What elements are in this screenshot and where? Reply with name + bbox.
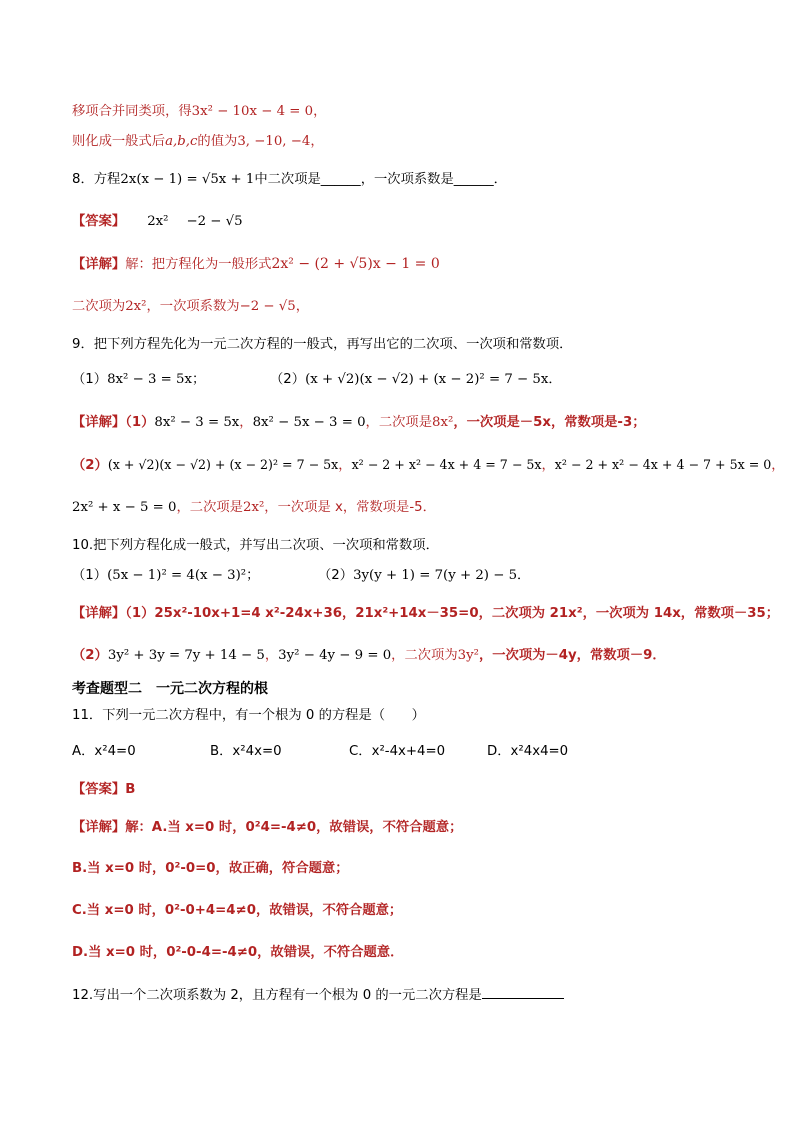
- question-8-answer: 【答案】 2x² −2 − √5: [72, 214, 243, 229]
- question-11-detail-d: D.当 x=0 时，0²-0-4=-4≠0，故错误，不符合题意．: [72, 945, 404, 960]
- solution-line-combine: 移项合并同类项，得3x² − 10x − 4 = 0，: [72, 104, 327, 119]
- question-11-answer: 【答案】B: [72, 782, 136, 797]
- solution-line-general-form: 则化成一般式后a,b,c的值为3, −10, −4，: [72, 134, 324, 149]
- question-9-parts: （1）8x² − 3 = 5x； （2）(x + √2)(x − √2) + (x − 2)² = 7 − 5x．: [72, 370, 754, 390]
- question-8-detail: 【详解】解：把方程化为一般形式2x² − (2 + √5)x − 1 = 0: [72, 256, 440, 272]
- question-9-detail-2: （2）(x + √2)(x − √2) + (x − 2)² = 7 − 5x，x² − 2 + x² − 4x + 4 = 7 − 5x，x² − 2 + x² − 4x + 4 − 7 + 5x = 0，: [72, 457, 785, 473]
- choice-d[interactable]: D．x²4x4=0: [487, 744, 569, 759]
- question-11-stem: 11．下列一元二次方程中，有一个根为 0 的方程是（ ）: [72, 708, 425, 723]
- answer-blank[interactable]: [482, 984, 564, 999]
- question-10-parts: （1）(5x − 1)² = 4(x − 3)²； （2）3y(y + 1) = 7(y + 2) − 5．: [72, 566, 754, 586]
- section-title: 考查题型二 一元二次方程的根: [72, 681, 268, 697]
- choice-a[interactable]: A．x²4=0: [72, 744, 136, 759]
- choice-c[interactable]: C．x²-4x+4=0: [349, 744, 446, 759]
- question-9-part-2: （2）(x + √2)(x − √2) + (x − 2)² = 7 − 5x．: [270, 372, 562, 387]
- question-9-detail-1: 【详解】（1）8x² − 3 = 5x，8x² − 5x − 3 = 0，二次项是8x²，一次项是－5x，常数项是-3；: [72, 415, 646, 430]
- question-9-detail-3: 2x² + x − 5 = 0，二次项是2x²，一次项是 x，常数项是-5．: [72, 500, 436, 515]
- question-9-stem: 9．把下列方程先化为一元二次方程的一般式，再写出它的二次项、一次项和常数项．: [72, 337, 573, 352]
- question-10-part-2: （2）3y(y + 1) = 7(y + 2) − 5．: [318, 568, 531, 583]
- question-10-stem: 10.把下列方程化成一般式，并写出二次项、一次项和常数项．: [72, 538, 439, 553]
- question-10-detail-2: （2）3y² + 3y = 7y + 14 − 5，3y² − 4y − 9 = 0，二次项为3y²，一次项为－4y，常数项－9．: [72, 648, 666, 663]
- question-12-stem: 12.写出一个二次项系数为 2，且方程有一个根为 0 的一元二次方程是: [72, 984, 754, 1006]
- question-11-detail-c: C.当 x=0 时，0²-0+4=4≠0，故错误，不符合题意；: [72, 903, 403, 918]
- choice-b[interactable]: B．x²4x=0: [210, 744, 282, 759]
- question-11-detail-a: 【详解】解：A.当 x=0 时，0²4=-4≠0，故错误，不符合题意；: [72, 820, 463, 835]
- question-11-detail-b: B.当 x=0 时，0²-0=0，故正确，符合题意；: [72, 861, 349, 876]
- question-10-detail-1: 【详解】（1）25x²-10x+1=4 x²-24x+36，21x²+14x－35=0，二次项为 21x²，一次项为 14x，常数项－35；: [72, 606, 780, 621]
- question-8-stem: 8．方程2x(x − 1) = √5x + 1中二次项是______，一次项系数是______．: [72, 172, 507, 187]
- question-8-conclusion: 二次项为2x²，一次项系数为−2 − √5，: [72, 299, 309, 314]
